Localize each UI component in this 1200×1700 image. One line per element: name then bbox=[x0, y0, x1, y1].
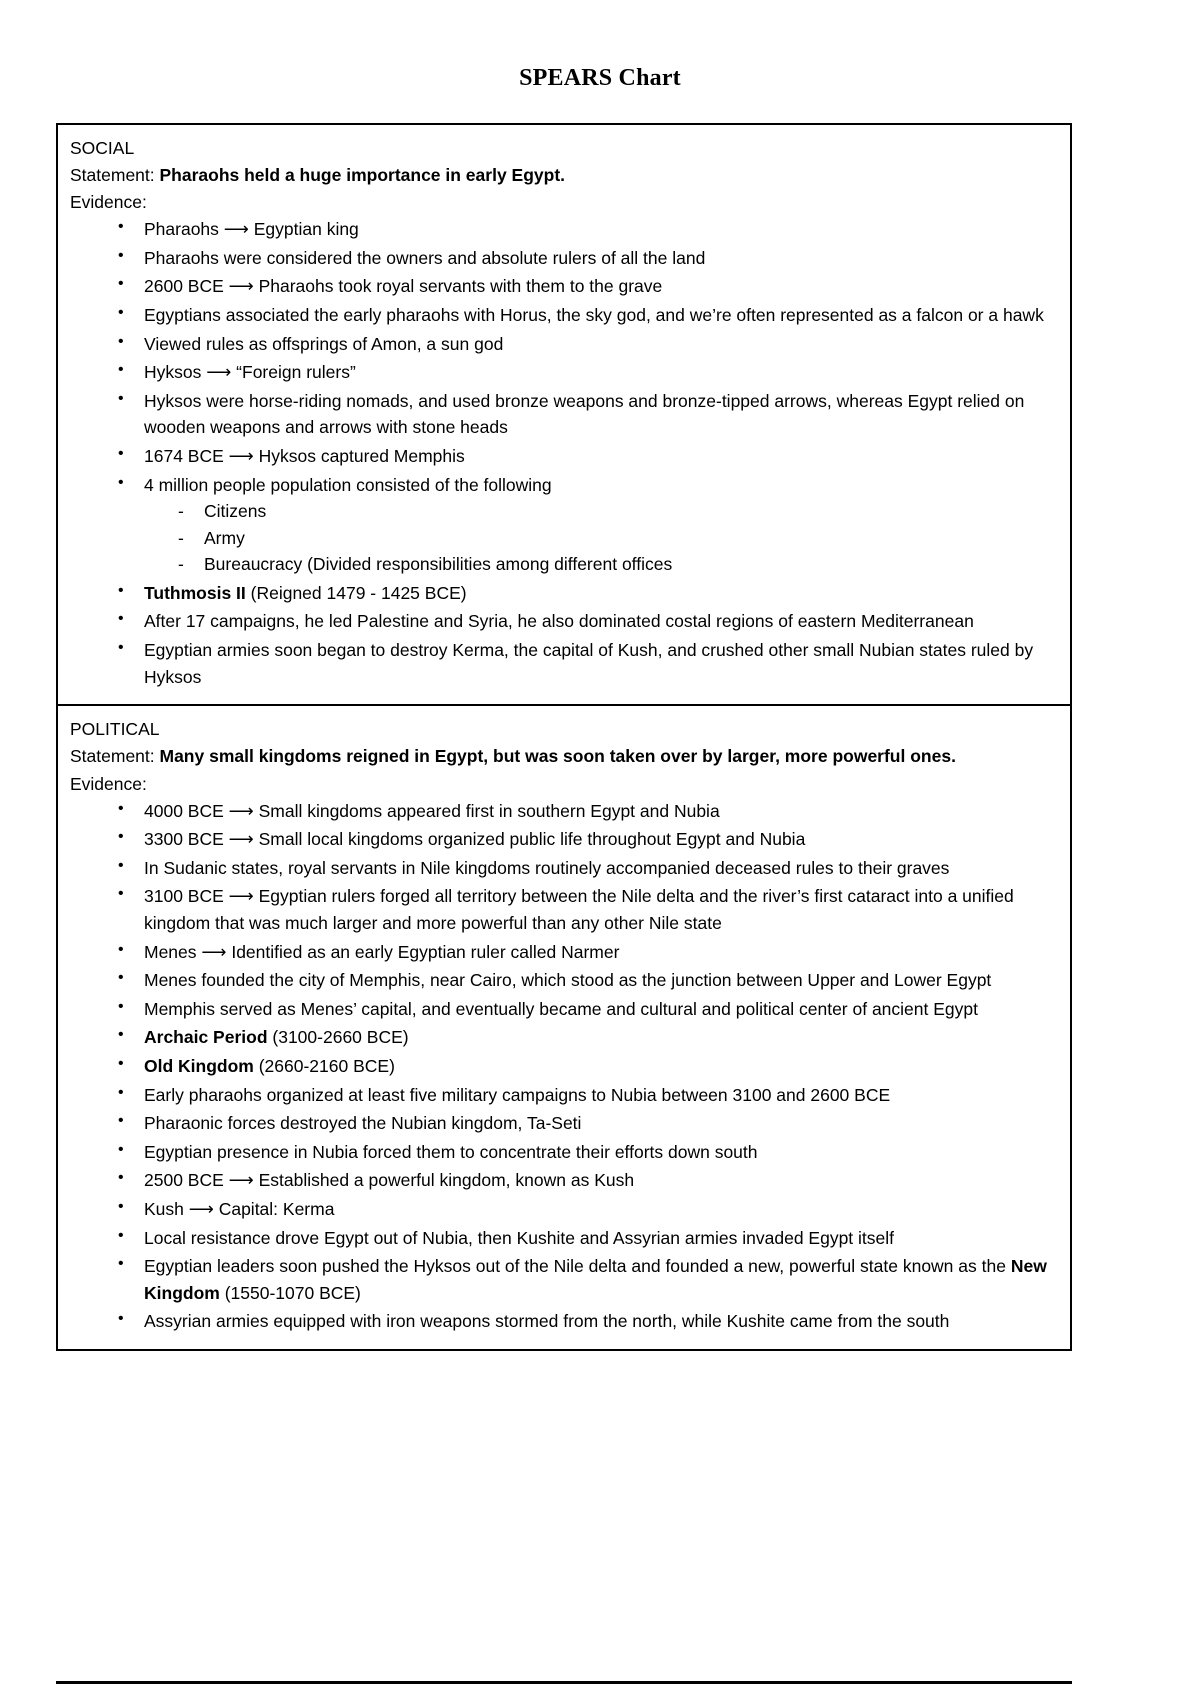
evidence-item bbox=[70, 443, 1058, 470]
evidence-item bbox=[70, 472, 1058, 578]
evidence-item bbox=[70, 1253, 1058, 1306]
statement-text: Many small kingdoms reigned in Egypt, but was soon taken over by larger, more powerful ones. bbox=[159, 746, 956, 767]
evidence-item bbox=[70, 1196, 1058, 1223]
section-statement bbox=[70, 743, 1058, 770]
evidence-item bbox=[70, 939, 1058, 966]
evidence-label: Evidence: bbox=[70, 192, 147, 213]
evidence-list bbox=[70, 798, 1058, 1335]
evidence-item bbox=[70, 826, 1058, 853]
footer-rule bbox=[56, 1681, 1072, 1684]
evidence-item-text: 4000 BCE ⟶ Small kingdoms appeared first in southern Egypt and Nubia bbox=[144, 800, 720, 821]
evidence-item bbox=[70, 1053, 1058, 1080]
evidence-item-text: Assyrian armies equipped with iron weapons stormed from the north, while Kushite came from the south bbox=[144, 1311, 950, 1332]
evidence-item bbox=[70, 302, 1058, 329]
evidence-item-text: 4 million people population consisted of the following bbox=[144, 474, 552, 495]
statement-prefix: Statement: bbox=[70, 164, 160, 185]
evidence-sub-item: - Army bbox=[144, 525, 1058, 552]
evidence-item bbox=[70, 996, 1058, 1023]
evidence-sub-item: - Citizens bbox=[144, 498, 1058, 525]
evidence-item-text: Viewed rules as offsprings of Amon, a sun god bbox=[144, 333, 504, 354]
evidence-item-bold: Tuthmosis II bbox=[144, 582, 246, 603]
evidence-item-bold: Archaic Period bbox=[144, 1027, 268, 1048]
evidence-item-text: 1674 BCE ⟶ Hyksos captured Memphis bbox=[144, 445, 465, 466]
spears-chart-table bbox=[56, 123, 1072, 1351]
evidence-item bbox=[70, 883, 1058, 936]
statement-text: Pharaohs held a huge importance in early Egypt. bbox=[159, 164, 566, 185]
evidence-item bbox=[70, 1308, 1058, 1335]
evidence-sub-item: - Bureaucracy (Divided responsibilities among different offices bbox=[144, 551, 1058, 578]
evidence-item bbox=[70, 580, 1058, 607]
evidence-item-text: Egyptian leaders soon pushed the Hyksos out of the Nile delta and founded a new, powerful state known as the bbox=[144, 1256, 1011, 1277]
evidence-item-text: After 17 campaigns, he led Palestine and Syria, he also dominated costal regions of eastern Mediterranean bbox=[144, 611, 974, 632]
evidence-item bbox=[70, 331, 1058, 358]
section-statement bbox=[70, 162, 1058, 189]
evidence-item bbox=[70, 1024, 1058, 1051]
evidence-item-text: Hyksos ⟶ “Foreign rulers” bbox=[144, 362, 356, 383]
evidence-item bbox=[70, 216, 1058, 243]
evidence-item-text: (Reigned 1479 - 1425 BCE) bbox=[245, 582, 467, 603]
section-category-label: POLITICAL bbox=[70, 719, 160, 740]
evidence-item bbox=[70, 388, 1058, 441]
evidence-item-text: Hyksos were horse-riding nomads, and used bronze weapons and bronze-tipped arrows, whereas Egypt relied on wooden weapons and arrows with stone heads bbox=[144, 390, 1025, 438]
evidence-item bbox=[70, 245, 1058, 272]
evidence-item bbox=[70, 1082, 1058, 1109]
evidence-item bbox=[70, 798, 1058, 825]
spears-section-cell-political bbox=[57, 705, 1071, 1350]
evidence-item-text-after: (1550-1070 BCE) bbox=[219, 1282, 361, 1303]
evidence-item bbox=[70, 1167, 1058, 1194]
spears-chart-body bbox=[57, 124, 1071, 1350]
evidence-item bbox=[70, 855, 1058, 882]
evidence-item bbox=[70, 1139, 1058, 1166]
statement-prefix: Statement: bbox=[70, 746, 160, 767]
evidence-item-text: (2660-2160 BCE) bbox=[253, 1055, 395, 1076]
evidence-item-text: Pharaonic forces destroyed the Nubian kingdom, Ta-Seti bbox=[144, 1113, 582, 1134]
evidence-item-text: Pharaohs were considered the owners and absolute rulers of all the land bbox=[144, 247, 706, 268]
spears-section-row bbox=[57, 705, 1071, 1350]
evidence-item bbox=[70, 608, 1058, 635]
evidence-item bbox=[70, 637, 1058, 690]
evidence-item bbox=[70, 359, 1058, 386]
evidence-item bbox=[70, 1110, 1058, 1137]
evidence-list bbox=[70, 216, 1058, 690]
spears-section-cell-social bbox=[57, 124, 1071, 705]
evidence-item-text: 2500 BCE ⟶ Established a powerful kingdom, known as Kush bbox=[144, 1170, 635, 1191]
evidence-item-text: Menes ⟶ Identified as an early Egyptian ruler called Narmer bbox=[144, 941, 620, 962]
evidence-item-bold-inline: New Kingdom bbox=[144, 1256, 1047, 1303]
evidence-item-text: In Sudanic states, royal servants in Nile kingdoms routinely accompanied deceased rules to their graves bbox=[144, 857, 950, 878]
evidence-item-text: Memphis served as Menes’ capital, and eventually became and cultural and political center of ancient Egypt bbox=[144, 998, 978, 1019]
evidence-label: Evidence: bbox=[70, 773, 147, 794]
evidence-item bbox=[70, 1225, 1058, 1252]
evidence-item-text: Pharaohs ⟶ Egyptian king bbox=[144, 219, 359, 240]
spears-section-row bbox=[57, 124, 1071, 705]
evidence-item-text: Local resistance drove Egypt out of Nubia, then Kushite and Assyrian armies invaded Egypt itself bbox=[144, 1227, 895, 1248]
evidence-item-text: Egyptian armies soon began to destroy Kerma, the capital of Kush, and crushed other small Nubian states ruled by Hyksos bbox=[144, 640, 1034, 687]
evidence-item-text: (3100-2660 BCE) bbox=[267, 1027, 409, 1048]
evidence-item-bold: Old Kingdom bbox=[144, 1055, 254, 1076]
evidence-item-text: Early pharaohs organized at least five military campaigns to Nubia between 3100 and 2600 BCE bbox=[144, 1084, 891, 1105]
evidence-item-text: Egyptians associated the early pharaohs with Horus, the sky god, and we’re often represented as a falcon or a hawk bbox=[144, 304, 1044, 325]
page-title: SPEARS Chart bbox=[519, 65, 681, 91]
evidence-item-text: 3100 BCE ⟶ Egyptian rulers forged all territory between the Nile delta and the river’s first cataract into a unified kingdom that was much larger and more powerful than any other Nile state bbox=[144, 886, 1014, 934]
evidence-item bbox=[70, 967, 1058, 994]
evidence-item-text: Kush ⟶ Capital: Kerma bbox=[144, 1198, 335, 1219]
evidence-item-text: Menes founded the city of Memphis, near Cairo, which stood as the junction between Upper and Lower Egypt bbox=[144, 970, 992, 991]
evidence-item bbox=[70, 273, 1058, 300]
evidence-sub-list bbox=[144, 498, 1058, 578]
evidence-item-text: Egyptian presence in Nubia forced them to concentrate their efforts down south bbox=[144, 1141, 758, 1162]
section-category-label: SOCIAL bbox=[70, 137, 135, 158]
evidence-item-text: 2600 BCE ⟶ Pharaohs took royal servants with them to the grave bbox=[144, 276, 663, 297]
evidence-item-text: 3300 BCE ⟶ Small local kingdoms organized public life throughout Egypt and Nubia bbox=[144, 829, 806, 850]
